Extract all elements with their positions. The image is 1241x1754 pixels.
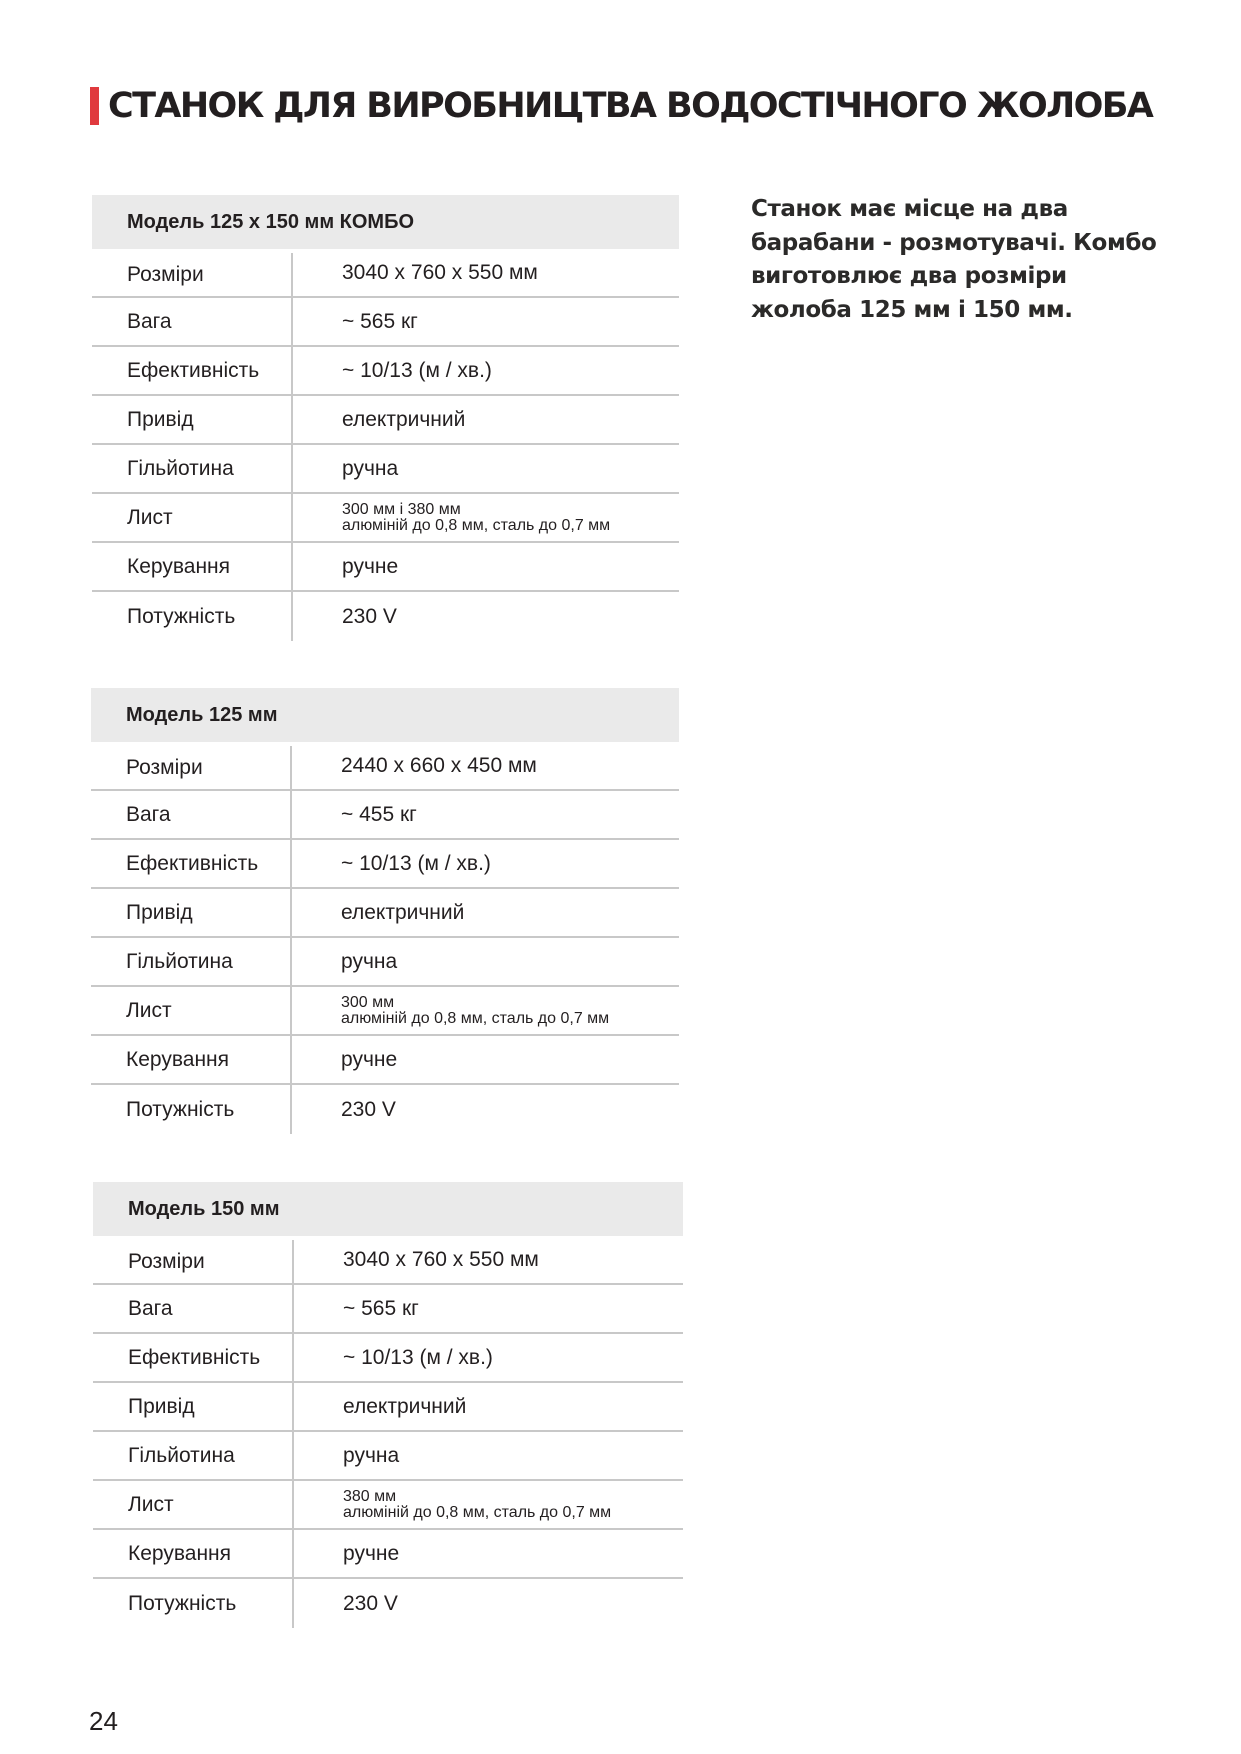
spec-value bbox=[294, 1481, 683, 1530]
spec-row bbox=[91, 791, 679, 840]
spec-label: Вага bbox=[92, 298, 293, 347]
spec-row bbox=[92, 543, 679, 592]
spec-label: Гільйотина bbox=[91, 938, 292, 987]
spec-value: ручна bbox=[294, 1432, 683, 1481]
page-title-block bbox=[90, 86, 1152, 126]
spec-label: Лист bbox=[91, 987, 292, 1036]
spec-value: 2440 х 660 х 450 мм bbox=[292, 742, 679, 791]
spec-value-line: алюміній до 0,8 мм, сталь до 0,7 мм bbox=[342, 516, 611, 534]
spec-value: ручна bbox=[293, 445, 679, 494]
spec-value-line: алюміній до 0,8 мм, сталь до 0,7 мм bbox=[341, 1009, 610, 1027]
spec-value: ручне bbox=[293, 543, 679, 592]
page-title: СТАНОК ДЛЯ ВИРОБНИЦТВА ВОДОСТІЧНОГО ЖОЛОБА bbox=[108, 86, 1153, 126]
spec-row bbox=[93, 1530, 683, 1579]
spec-row bbox=[91, 1036, 679, 1085]
spec-row bbox=[92, 445, 679, 494]
spec-label: Гільйотина bbox=[92, 445, 293, 494]
spec-value: ~ 10/13 (м / хв.) bbox=[293, 347, 679, 396]
spec-row bbox=[93, 1285, 683, 1334]
spec-row bbox=[93, 1236, 683, 1285]
spec-value: ~ 565 кг bbox=[293, 298, 679, 347]
spec-model-header: Модель 150 мм bbox=[93, 1182, 683, 1236]
spec-label: Привід bbox=[91, 889, 292, 938]
spec-label: Розміри bbox=[92, 253, 293, 298]
spec-label: Гільйотина bbox=[93, 1432, 294, 1481]
spec-table-combo bbox=[92, 195, 679, 641]
spec-value: електричний bbox=[292, 889, 679, 938]
spec-label: Потужність bbox=[93, 1579, 294, 1628]
spec-row bbox=[91, 840, 679, 889]
spec-row bbox=[92, 592, 679, 641]
spec-value: 230 V bbox=[341, 1097, 396, 1121]
spec-value bbox=[293, 494, 679, 543]
spec-row bbox=[91, 987, 679, 1036]
spec-row bbox=[93, 1432, 683, 1481]
spec-table-125 bbox=[91, 688, 679, 1134]
spec-row bbox=[92, 494, 679, 543]
spec-row bbox=[92, 298, 679, 347]
spec-value: ~ 10/13 (м / хв.) bbox=[294, 1334, 683, 1383]
spec-value: електричний bbox=[294, 1383, 683, 1432]
spec-label: Привід bbox=[93, 1383, 294, 1432]
spec-label: Керування bbox=[93, 1530, 294, 1579]
description-text: Станок має місце на два барабани - розмотувачі. Комбо виготовлює два розміри жолоба 125 мм і 150 мм. bbox=[751, 196, 1157, 323]
spec-label: Керування bbox=[92, 543, 293, 592]
spec-label: Вага bbox=[91, 791, 292, 840]
spec-model-header: Модель 125 х 150 мм КОМБО bbox=[92, 195, 679, 249]
spec-value: ~ 565 кг bbox=[294, 1285, 683, 1334]
spec-value: ручна bbox=[292, 938, 679, 987]
spec-value: ~ 10/13 (м / хв.) bbox=[292, 840, 679, 889]
spec-value: ручне bbox=[294, 1530, 683, 1579]
spec-row bbox=[92, 249, 679, 298]
spec-label: Лист bbox=[93, 1481, 294, 1530]
spec-row bbox=[91, 742, 679, 791]
spec-model-header: Модель 125 мм bbox=[91, 688, 679, 742]
spec-value-line: 300 мм bbox=[341, 993, 395, 1011]
spec-label: Потужність bbox=[92, 592, 293, 641]
spec-label: Розміри bbox=[91, 746, 292, 791]
spec-label: Потужність bbox=[91, 1085, 292, 1134]
spec-value: 230 V bbox=[342, 604, 397, 628]
spec-value: 3040 х 760 х 550 мм bbox=[293, 249, 679, 298]
spec-row bbox=[91, 1085, 679, 1134]
spec-row bbox=[92, 396, 679, 445]
spec-value: електричний bbox=[293, 396, 679, 445]
page-number: 24 bbox=[89, 1706, 118, 1736]
title-accent-bar bbox=[90, 87, 99, 125]
spec-label: Лист bbox=[92, 494, 293, 543]
spec-row bbox=[92, 347, 679, 396]
spec-row bbox=[91, 938, 679, 987]
spec-row bbox=[93, 1383, 683, 1432]
spec-value: 3040 х 760 х 550 мм bbox=[294, 1236, 683, 1285]
spec-row bbox=[91, 889, 679, 938]
spec-value: ручне bbox=[292, 1036, 679, 1085]
spec-row bbox=[93, 1579, 683, 1628]
spec-label: Вага bbox=[93, 1285, 294, 1334]
spec-label: Ефективність bbox=[91, 840, 292, 889]
spec-value bbox=[292, 987, 679, 1036]
spec-label: Ефективність bbox=[92, 347, 293, 396]
spec-label: Розміри bbox=[93, 1240, 294, 1285]
spec-label: Ефективність bbox=[93, 1334, 294, 1383]
spec-label: Привід bbox=[92, 396, 293, 445]
spec-value-line: алюміній до 0,8 мм, сталь до 0,7 мм bbox=[343, 1503, 612, 1521]
spec-value: ~ 455 кг bbox=[292, 791, 679, 840]
spec-value: 230 V bbox=[343, 1591, 398, 1615]
spec-table-150 bbox=[93, 1182, 683, 1628]
spec-value-line: 300 мм і 380 мм bbox=[342, 500, 461, 518]
spec-label: Керування bbox=[91, 1036, 292, 1085]
spec-row bbox=[93, 1481, 683, 1530]
spec-row bbox=[93, 1334, 683, 1383]
spec-value-line: 380 мм bbox=[343, 1487, 397, 1505]
